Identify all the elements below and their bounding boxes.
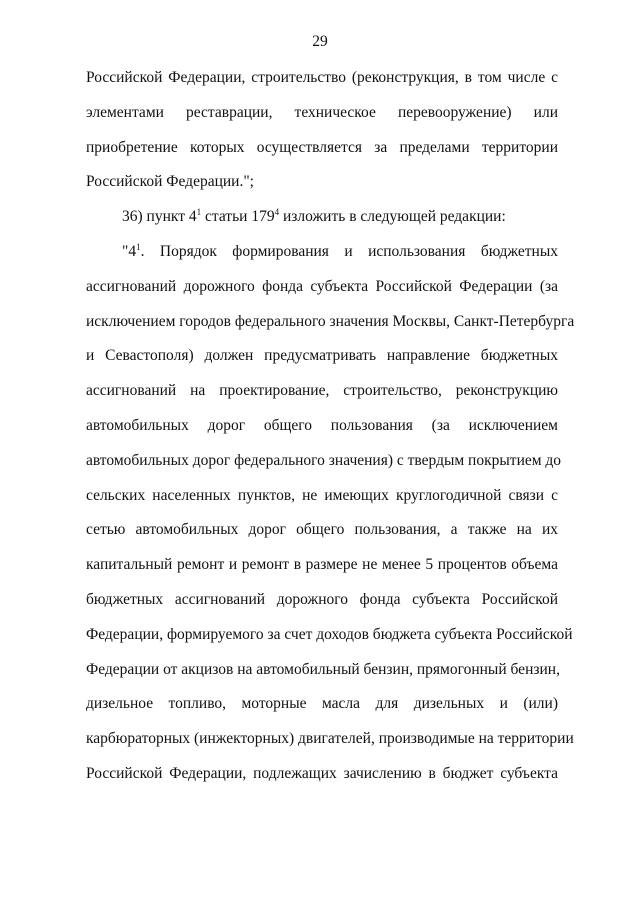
text-line: ассигнований на проектирование, строительство, реконструкцию	[86, 382, 558, 399]
text-line: дизельное топливо, моторные масла для дизельных и (или)	[86, 695, 558, 712]
text-line: карбюраторных (инжекторных) двигателей, производимые на территории	[86, 730, 574, 747]
text-line: Российской Федерации.";	[86, 173, 254, 190]
text-line: ассигнований дорожного фонда субъекта Российской Федерации (за	[86, 278, 558, 295]
line-text-pre: 36) пункт 4	[122, 208, 197, 225]
superscript: 4	[274, 207, 280, 217]
text-line: сельских населенных пунктов, не имеющих круглогодичной связи с	[86, 487, 558, 504]
superscript: 1	[136, 242, 141, 252]
line-text-pre: "4	[122, 243, 137, 260]
text-line: элементами реставрации, техническое перевооружение) или	[86, 104, 558, 121]
text-line: Российской Федерации, строительство (реконструкция, в том числе с	[86, 69, 558, 86]
text-line: исключением городов федерального значения Москвы, Санкт-Петербурга	[86, 313, 575, 330]
text-line: Федерации, формируемого за счет доходов бюджета субъекта Российской	[86, 626, 573, 643]
text-line: автомобильных дорог федерального значения) с твердым покрытием до	[86, 452, 562, 469]
line-text-post: изложить в следующей редакции:	[279, 208, 506, 225]
text-line: и Севастополя) должен предусматривать направление бюджетных	[86, 347, 558, 364]
text-line: капитальный ремонт и ремонт в размере не менее 5 процентов объема	[86, 556, 558, 573]
text-line: Федерации от акцизов на автомобильный бензин, прямогонный бензин,	[86, 661, 560, 678]
text-line: бюджетных ассигнований дорожного фонда субъекта Российской	[86, 591, 558, 608]
text-line: приобретение которых осуществляется за пределами территории	[86, 139, 558, 156]
superscript: 1	[196, 207, 202, 217]
text-line: сетью автомобильных дорог общего пользования, а также на их	[86, 521, 558, 538]
text-line-item-36	[122, 207, 558, 227]
line-text-post: . Порядок формирования и использования бюджетных	[140, 243, 558, 260]
text-line: Российской Федерации, подлежащих зачислению в бюджет субъекта	[86, 765, 558, 782]
text-line: автомобильных дорог общего пользования (за исключением	[86, 417, 558, 434]
line-text-mid: статьи 179	[201, 208, 275, 225]
text-line-quoted-start	[122, 242, 558, 262]
page-number: 29	[312, 33, 328, 50]
